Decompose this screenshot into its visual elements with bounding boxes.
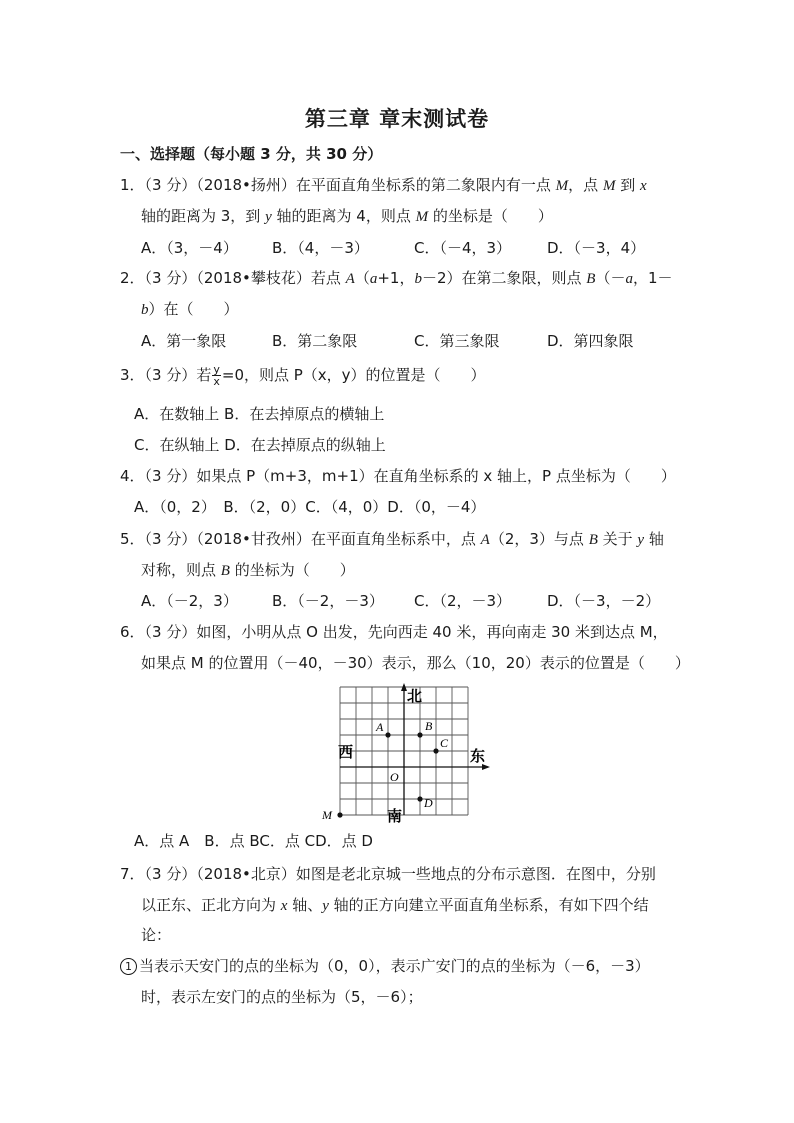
question-2-line-1 [120,268,673,289]
question-3-line-1 [120,364,486,387]
point-label-d: D [424,796,433,810]
south-label: 南 [387,809,403,825]
point-label-a: A [376,720,384,734]
q2-option-d[interactable]: D．第四象限 [547,332,634,350]
q7-var-x: x [280,898,288,914]
east-label: 东 [470,749,486,765]
q1-text: 轴的距离为 3，到 [141,207,266,225]
point-c [433,748,438,753]
q7-conclusion-1-line-1 [120,956,650,976]
q7-conclusion-1-line-2: 时，表示左安门的点的坐标为（5，－6）； [141,988,423,1006]
north-label: 北 [407,689,423,705]
q1-text: 1．（3 分）（2018•扬州）在平面直角坐标系的第二象限内有一点 [120,176,556,194]
q7-text: 以正东、正北方向为 [141,896,281,914]
q1-option-d[interactable]: D．（－3，4） [547,239,646,257]
q2-text: 2．（3 分）（2018•攀枝花）若点 [120,269,346,287]
q5-option-a[interactable]: A．（－2，3） [141,592,238,610]
q2-text: －2）在第二象限，则点 [421,269,587,287]
q5-text: 轴 [644,530,664,548]
point-d [417,796,422,801]
circled-number-1: 1 [120,958,137,975]
point-m [337,812,342,817]
q5-var-b-point: B [588,532,598,548]
question-7-line-1: 7．（3 分）（2018•北京）如图是老北京城一些地点的分布示意图．在图中，分别 [120,865,656,883]
q3-fraction [212,364,221,387]
q1-var-m: M [555,178,569,194]
q2-option-b[interactable]: B．第二象限 [272,332,358,350]
q3-options-row-1[interactable]: A．在数轴上 B．在去掉原点的横轴上 [134,405,385,423]
q5-option-b[interactable]: B．（－2，－3） [272,592,384,610]
q1-option-c[interactable]: C．（－4，3） [414,239,512,257]
q2-var-b: b [414,271,422,287]
q7-text: 轴、 [287,896,323,914]
question-6-line-2: 如果点 M 的位置用（－40，－30）表示，那么（10，20）表示的位置是（ ） [141,654,690,672]
q2-var-b-point: B [586,271,596,287]
q3-fraction-denominator: x [213,375,220,388]
question-1-line-2 [141,206,553,227]
q6-options[interactable]: A．点 A B．点 BC．点 CD．点 D [134,832,373,850]
q5-text: 对称，则点 [141,561,221,579]
question-2-line-2 [141,299,239,320]
q2-text: +1， [377,269,415,287]
q3-fraction-numerator: y [213,363,220,376]
q5-text: 的坐标为（ ） [229,561,355,579]
q5-text: 5．（3 分）（2018•甘孜州）在平面直角坐标系中，点 [120,530,481,548]
question-5-line-1 [120,529,664,550]
point-label-o: O [390,770,399,784]
q1-var-m: M [602,178,616,194]
question-5-line-2 [141,560,355,581]
west-label: 西 [338,745,354,761]
q5-text: 关于 [597,530,638,548]
q3-options-row-2[interactable]: C．在纵轴上 D．在去掉原点的纵轴上 [134,436,386,454]
q5-option-c[interactable]: C．（2，－3） [414,592,512,610]
point-a [385,732,390,737]
q7-var-y: y [322,898,329,914]
q1-var-y: y [265,209,272,225]
page-title: 第三章 章末测试卷 [304,107,490,131]
q2-var-a: a [625,271,633,287]
q2-text: ，1－ [632,269,673,287]
q1-text: 的坐标是（ ） [428,207,553,225]
q2-option-a[interactable]: A．第一象限 [141,332,227,350]
point-label-c: C [440,736,449,750]
q2-text: （ [354,269,370,287]
q2-text: （－ [595,269,626,287]
point-label-m: M [322,808,332,822]
section-heading: 一、选择题（每小题 3 分，共 30 分） [120,145,383,163]
q2-text: ）在（ ） [148,300,239,318]
q4-options[interactable]: A．（0，2） B．（2，0）C．（4，0）D．（0，－4） [134,498,486,516]
question-6-line-1: 6．（3 分）如图，小明从点 O 出发，先向西走 40 米，再向南走 30 米到达点 M， [120,623,668,641]
q1-text: 轴的距离为 4，则点 [271,207,416,225]
q2-var-a-point: A [345,271,355,287]
q5-var-a-point: A [480,532,490,548]
q3-text: 3．（3 分）若 [120,366,212,384]
q7-text: 当表示天安门的点的坐标为（0，0），表示广安门的点的坐标为（－6，－3） [139,957,650,975]
q1-var-x: x [639,178,647,194]
q5-option-d[interactable]: D．（－3，－2） [547,592,661,610]
q5-var-y: y [637,532,645,548]
q1-option-a[interactable]: A．（3，－4） [141,239,238,257]
q5-var-b-point: B [220,563,230,579]
point-label-b: B [425,719,433,733]
question-7-line-2 [141,895,649,916]
q5-text: （2，3）与点 [489,530,589,548]
q7-text: 轴的正方向建立平面直角坐标系，有如下四个结 [328,896,649,914]
q3-text: =0，则点 P（x，y）的位置是（ ） [221,366,486,384]
q1-text: 到 [615,176,640,194]
point-b [417,732,422,737]
q2-option-c[interactable]: C．第三象限 [414,332,500,350]
question-7-line-3: 论： [141,926,172,944]
q6-grid-figure [310,682,486,825]
question-4-line-1: 4．（3 分）如果点 P（m+3，m+1）在直角坐标系的 x 轴上，P 点坐标为（ ） [120,467,676,485]
q1-var-m: M [415,209,429,225]
q2-var-a: a [369,271,378,287]
q1-text: ，点 [568,176,603,194]
q1-option-b[interactable]: B．（4，－3） [272,239,369,257]
q2-var-b: b [141,302,149,318]
question-1-line-1 [120,175,647,196]
